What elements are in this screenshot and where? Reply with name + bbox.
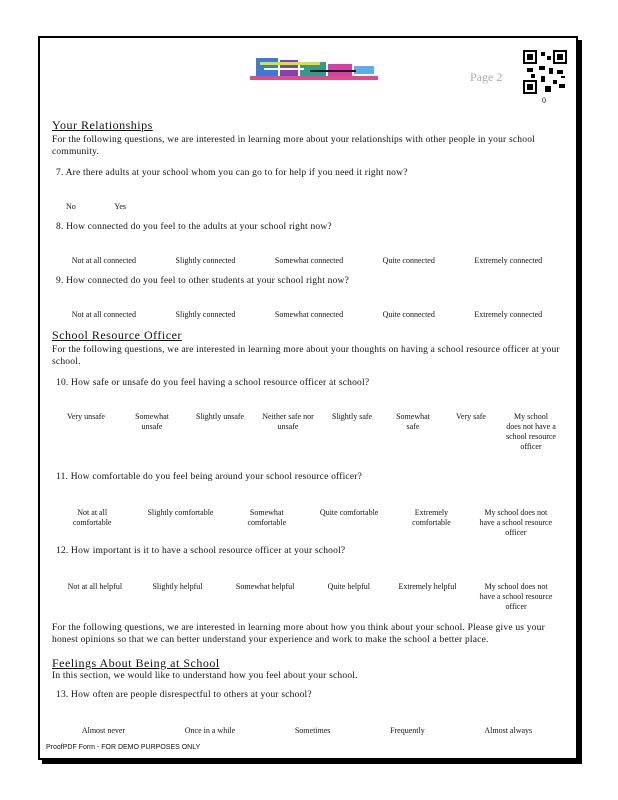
option-radio[interactable]: Extremely connected (474, 256, 543, 265)
general-intro: For the following questions, we are interested in learning more about how you think about your school. Please give us your honest opinions so that we can better understand your experience and work to make the school a better place. (52, 623, 545, 645)
question-7-options (66, 202, 126, 212)
question-13: 13. How often are people disrespectful to others at your school? (56, 690, 312, 700)
option-radio[interactable]: Somewhat unsafe (135, 412, 169, 431)
option-radio[interactable]: Frequently (390, 726, 425, 735)
option-radio[interactable]: Somewhat safe (396, 412, 430, 431)
option-radio[interactable]: Quite helpful (327, 582, 371, 591)
option-radio[interactable]: No (66, 202, 76, 211)
option-radio[interactable]: Not at all connected (71, 256, 136, 265)
demo-footer: ProofPDF Form - FOR DEMO PURPOSES ONLY (46, 744, 201, 751)
question-8-options (52, 256, 562, 266)
option-radio[interactable]: Slightly connected (175, 310, 236, 319)
option-radio[interactable]: Somewhat comfortable (247, 508, 287, 527)
option-radio[interactable]: Not at all helpful (67, 582, 123, 591)
option-radio[interactable]: Extremely connected (474, 310, 543, 319)
option-radio[interactable]: Slightly connected (175, 256, 236, 265)
option-radio[interactable]: Yes (114, 202, 126, 211)
option-radio[interactable]: My school does not have a school resource officer (506, 412, 556, 451)
option-radio[interactable]: My school does not have a school resource officer (479, 508, 553, 537)
question-8: 8. How connected do you feel to the adults at your school right now? (56, 222, 332, 232)
question-9-options (52, 310, 562, 320)
corrupted-logo-image (250, 56, 378, 84)
qr-caption: 0 (542, 96, 546, 105)
question-13-options (52, 726, 562, 736)
section-title-feelings: Feelings About Being at School (52, 656, 220, 670)
question-10-options (52, 412, 562, 452)
option-radio[interactable]: Slightly unsafe (195, 412, 245, 421)
option-radio[interactable]: Neither safe nor unsafe (262, 412, 314, 431)
option-radio[interactable]: Slightly comfortable (147, 508, 214, 517)
section-intro-relationships: For the following questions, we are interested in learning more about your relationships with other people in your school community. (52, 135, 536, 157)
option-radio[interactable]: Quite connected (382, 256, 435, 265)
section-intro-sro: For the following questions, we are interested in learning more about your thoughts on having a school resource officer at your school. (52, 345, 560, 367)
option-radio[interactable]: Once in a while (184, 726, 236, 735)
question-12: 12. How important is it to have a school resource officer at your school? (56, 546, 346, 556)
question-10: 10. How safe or unsafe do you feel having a school resource officer at school? (56, 378, 370, 388)
option-radio[interactable]: Somewhat helpful (235, 582, 295, 591)
question-12-options (52, 582, 562, 612)
option-radio[interactable]: Quite connected (382, 310, 435, 319)
option-radio[interactable]: Sometimes (294, 726, 331, 735)
section-title-sro: School Resource Officer (52, 328, 182, 342)
option-radio[interactable]: Quite comfortable (319, 508, 379, 517)
option-radio[interactable]: Somewhat connected (274, 310, 344, 319)
section-intro-feelings: In this section, we would like to understand how you feel about your school. (52, 671, 358, 681)
option-radio[interactable]: Slightly safe (331, 412, 373, 421)
option-radio[interactable]: Very unsafe (67, 412, 105, 421)
question-7: 7. Are there adults at your school whom you can go to for help if you need it right now? (56, 168, 408, 178)
option-radio[interactable]: My school does not have a school resource officer (479, 582, 553, 611)
option-radio[interactable]: Not at all comfortable (72, 508, 112, 527)
option-radio[interactable]: Extremely helpful (398, 582, 457, 591)
option-radio[interactable]: Almost always (484, 726, 533, 735)
qr-code (523, 50, 567, 94)
option-radio[interactable]: Very safe (456, 412, 486, 421)
question-11-options (52, 508, 562, 538)
option-radio[interactable]: Not at all connected (71, 310, 136, 319)
option-radio[interactable]: Almost never (81, 726, 126, 735)
option-radio[interactable]: Somewhat connected (274, 256, 344, 265)
option-radio[interactable]: Extremely comfortable (412, 508, 451, 527)
question-11: 11. How comfortable do you feel being around your school resource officer? (56, 472, 363, 482)
form-page (38, 36, 578, 760)
section-title-relationships: Your Relationships (52, 118, 153, 132)
option-radio[interactable]: Slightly helpful (152, 582, 203, 591)
question-9: 9. How connected do you feel to other students at your school right now? (56, 276, 350, 286)
page-number: Page 2 (470, 70, 503, 84)
